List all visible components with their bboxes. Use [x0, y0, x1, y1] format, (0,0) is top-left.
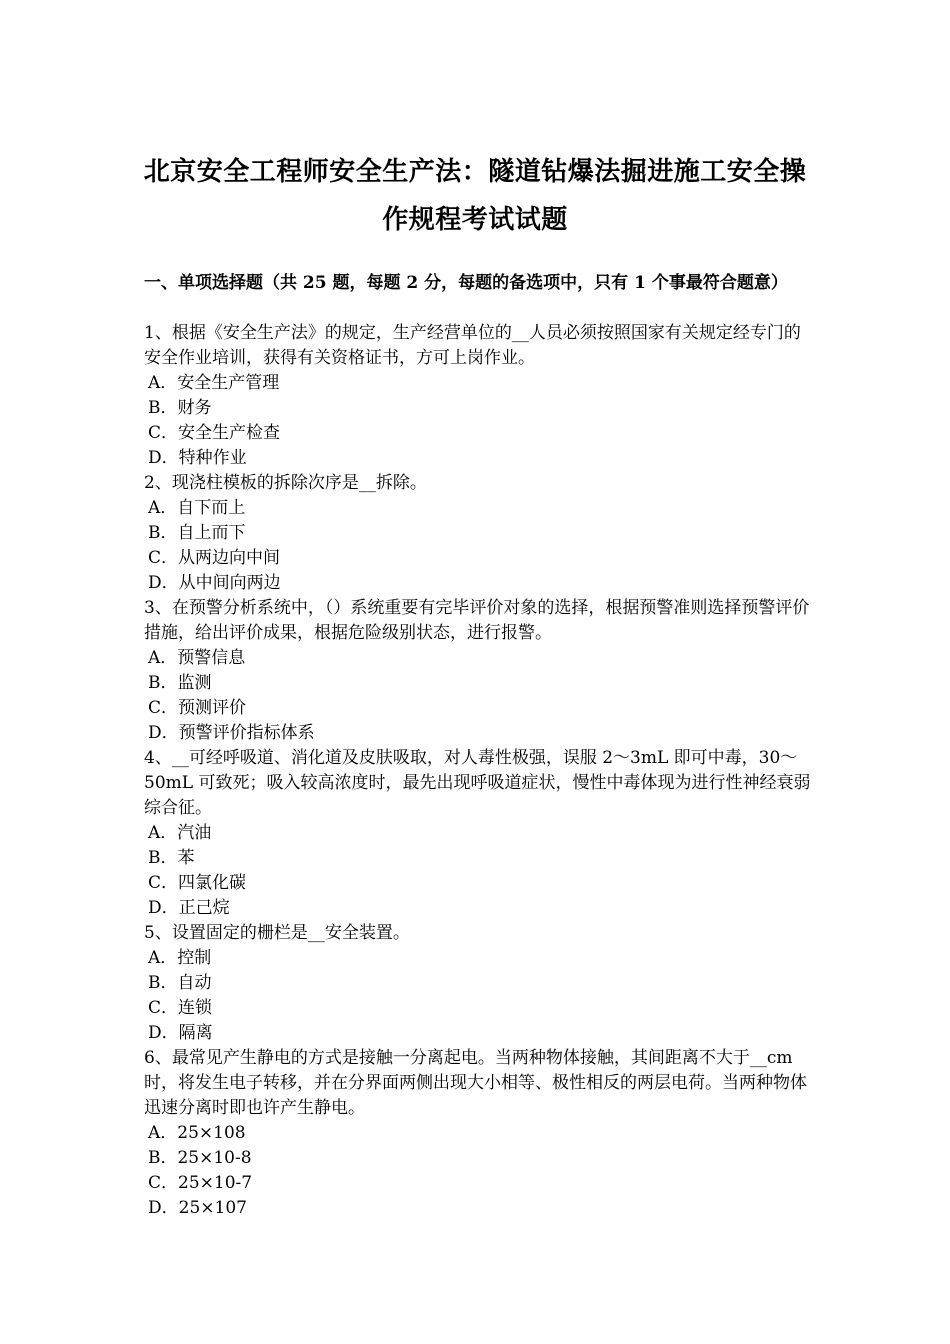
option-c: C．预测评价	[148, 698, 247, 718]
question-text: 2、现浇柱模板的拆除次序是__拆除。	[144, 473, 427, 493]
option-c: C．从两边向中间	[148, 548, 281, 568]
option-d: D．特种作业	[148, 448, 247, 468]
option-a: A．安全生产管理	[148, 373, 280, 393]
question-block	[144, 746, 812, 921]
option-d: D．从中间向两边	[148, 573, 281, 593]
question-list	[144, 321, 812, 1221]
question-block	[144, 1046, 812, 1221]
question-block	[144, 471, 812, 596]
option-d: D．正己烷	[148, 898, 230, 918]
option-c: C．25×10-7	[148, 1173, 253, 1193]
question-text: 5、设置固定的栅栏是__安全装置。	[144, 923, 410, 943]
document-title-line-2: 作规程考试试题	[382, 205, 568, 235]
option-b: B．自动	[148, 973, 212, 993]
option-b: B．财务	[148, 398, 212, 418]
option-b: B．25×10-8	[148, 1148, 252, 1168]
option-a: A．控制	[148, 948, 212, 968]
question-text: 1、根据《安全生产法》的规定，生产经营单位的__人员必须按照国家有关规定经专门的安全作业培训，获得有关资格证书，方可上岗作业。	[144, 323, 801, 368]
option-c: C．四氯化碳	[148, 873, 247, 893]
option-a: A．汽油	[148, 823, 212, 843]
section-heading: 一、单项选择题（共 25 题，每题 2 分，每题的备选项中，只有 1 个事最符合题意）	[144, 273, 788, 293]
option-d: D．25×107	[148, 1198, 247, 1218]
question-text: 6、最常见产生静电的方式是接触一分离起电。当两种物体接触，其间距离不大于__cm 时，将发生电子转移，并在分界面两侧出现大小相等、极性相反的两层电荷。当两种物体迅速分离时即也许产生静电。	[144, 1048, 807, 1118]
option-c: C．安全生产检查	[148, 423, 281, 443]
option-b: B．苯	[148, 848, 195, 868]
option-a: A．25×108	[148, 1123, 246, 1143]
option-d: D．隔离	[148, 1023, 213, 1043]
document-title-line-1: 北京安全工程师安全生产法：隧道钻爆法掘进施工安全操	[143, 157, 807, 187]
question-text: 3、在预警分析系统中，（）系统重要有完毕评价对象的选择，根据预警准则选择预警评价措施，给出评价成果，根据危险级别状态，进行报警。	[144, 598, 810, 643]
question-text: 4、__可经呼吸道、消化道及皮肤吸取，对人毒性极强，误服 2～3mL 即可中毒，30～ 50mL 可致死；吸入较高浓度时，最先出现呼吸道症状，慢性中毒体现为进行性神经衰弱综合征。	[144, 748, 811, 818]
question-block	[144, 921, 812, 1046]
option-a: A．预警信息	[148, 648, 246, 668]
option-c: C．连锁	[148, 998, 213, 1018]
question-block	[144, 596, 812, 746]
option-a: A．自下而上	[148, 498, 246, 518]
option-b: B．监测	[148, 673, 212, 693]
option-b: B．自上而下	[148, 523, 246, 543]
question-block	[144, 321, 812, 471]
option-d: D．预警评价指标体系	[148, 723, 315, 743]
